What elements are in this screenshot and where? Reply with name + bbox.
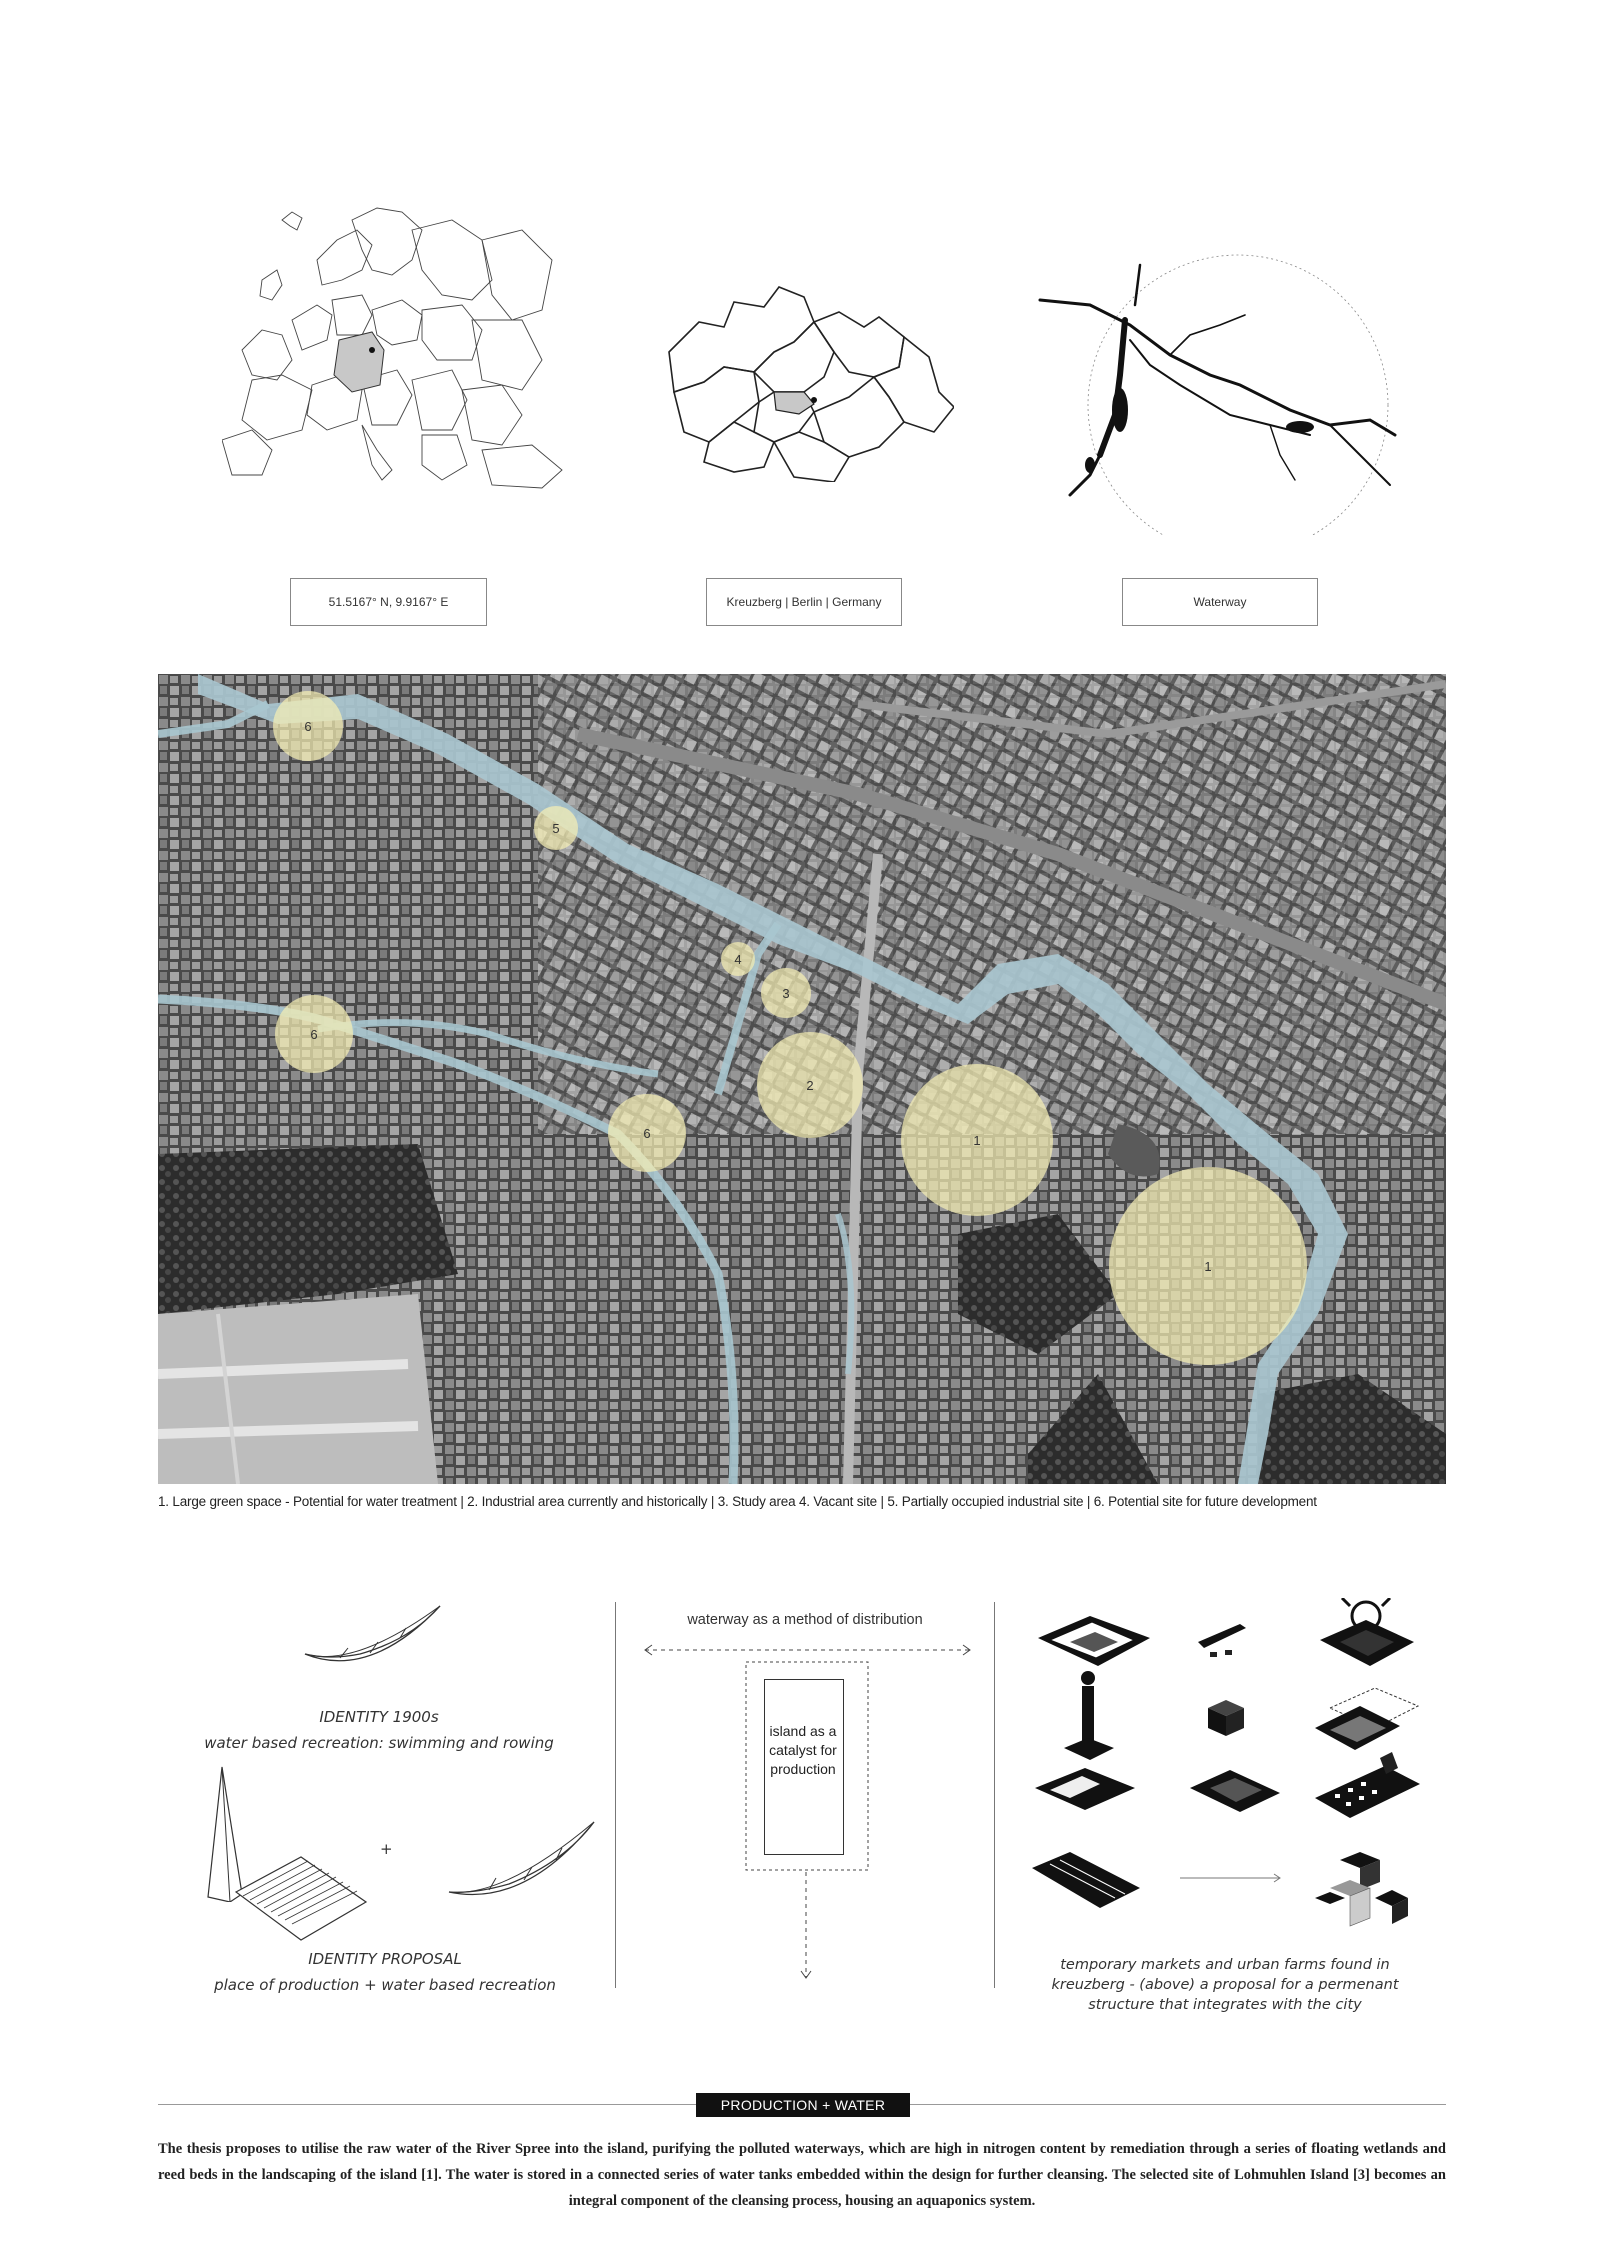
- rule-left: [158, 2104, 696, 2105]
- island-catalyst-text: island as a catalyst for production: [769, 1723, 837, 1777]
- pier-icon: [1032, 1852, 1140, 1908]
- market-stall-icon: [1038, 1616, 1150, 1666]
- map-marker-5[interactable]: 5: [534, 806, 578, 850]
- water-tanks-icon: [226, 1842, 376, 1942]
- permanent-structure-icon: [1315, 1852, 1408, 1926]
- coords-label: 51.5167° N, 9.9167° E: [290, 578, 487, 626]
- markets-caption: temporary markets and urban farms found in kreuzberg - (above) a proposal for a permenant structure that integrates with the city: [1051, 1957, 1399, 2013]
- aerial-map: [158, 674, 1446, 1484]
- map-marker-6[interactable]: 6: [608, 1094, 686, 1172]
- rule-right: [910, 2104, 1446, 2105]
- map-caption: 1. Large green space - Potential for water treatment | 2. Industrial area currently and historically | 3. Study area 4. Vacant site | 5. Partially occupied industrial site | 6. Potential site for future development: [158, 1494, 1317, 1509]
- section-title: PRODUCTION + WATER: [696, 2093, 910, 2117]
- identity-1900-desc: water based recreation: swimming and rowing: [204, 1734, 554, 1752]
- map-marker-4[interactable]: 4: [721, 942, 755, 976]
- location-label: Kreuzberg | Berlin | Germany: [706, 578, 902, 626]
- waterway-label: Waterway: [1122, 578, 1318, 626]
- distribution-heading: waterway as a method of distribution: [687, 1612, 923, 1628]
- divider-right: [994, 1602, 995, 1988]
- roundabout-icon: [1320, 1598, 1414, 1666]
- kreuzberg-highlight: [774, 392, 814, 414]
- canoe-proposal-icon: [444, 1812, 604, 1910]
- map-marker-3[interactable]: 3: [761, 968, 811, 1018]
- cluster-icon: [1190, 1770, 1280, 1812]
- garden-bed-icon: [1035, 1768, 1135, 1810]
- berlin-districts-map: [664, 282, 954, 482]
- identity-proposal-title: IDENTITY PROPOSAL: [308, 1950, 462, 1968]
- totem-icon: [1064, 1671, 1114, 1760]
- market-structures-icons: [1030, 1598, 1450, 1938]
- europe-map: [222, 200, 572, 490]
- divider-left: [615, 1602, 616, 1988]
- bench-icon: [1198, 1624, 1246, 1657]
- map-marker-6[interactable]: 6: [273, 691, 343, 761]
- body-paragraph: The thesis proposes to utilise the raw water of the River Spree into the island, purifying the polluted waterways, which are high in nitrogen content by remediation through a series of floating wetlands and reed beds in the landscaping of the island [1]. The water is stored in a connected series of water tanks embedded within the design for further cleansing. The selected site of Lohmuhlen Island [3] becomes an integral component of the cleansing process, housing an aquaponics system.: [158, 2141, 1446, 2209]
- pavilion-roof-icon: [1315, 1688, 1418, 1750]
- farm-grid-icon: [1315, 1752, 1420, 1818]
- arrow-right-icon: [1180, 1874, 1280, 1882]
- map-marker-1[interactable]: 1: [901, 1064, 1053, 1216]
- waterway-map: [1030, 245, 1405, 535]
- cube-icon: [1208, 1700, 1244, 1736]
- canoe-1900s-icon: [300, 1598, 450, 1690]
- map-marker-2[interactable]: 2: [757, 1032, 863, 1138]
- germany-highlight: [334, 332, 384, 392]
- map-marker-1[interactable]: 1: [1109, 1167, 1307, 1365]
- identity-1900-title: IDENTITY 1900s: [319, 1708, 439, 1726]
- identity-proposal-desc: place of production + water based recreation: [214, 1976, 556, 1994]
- map-marker-6[interactable]: 6: [275, 995, 353, 1073]
- plus-sign: +: [380, 1840, 393, 1858]
